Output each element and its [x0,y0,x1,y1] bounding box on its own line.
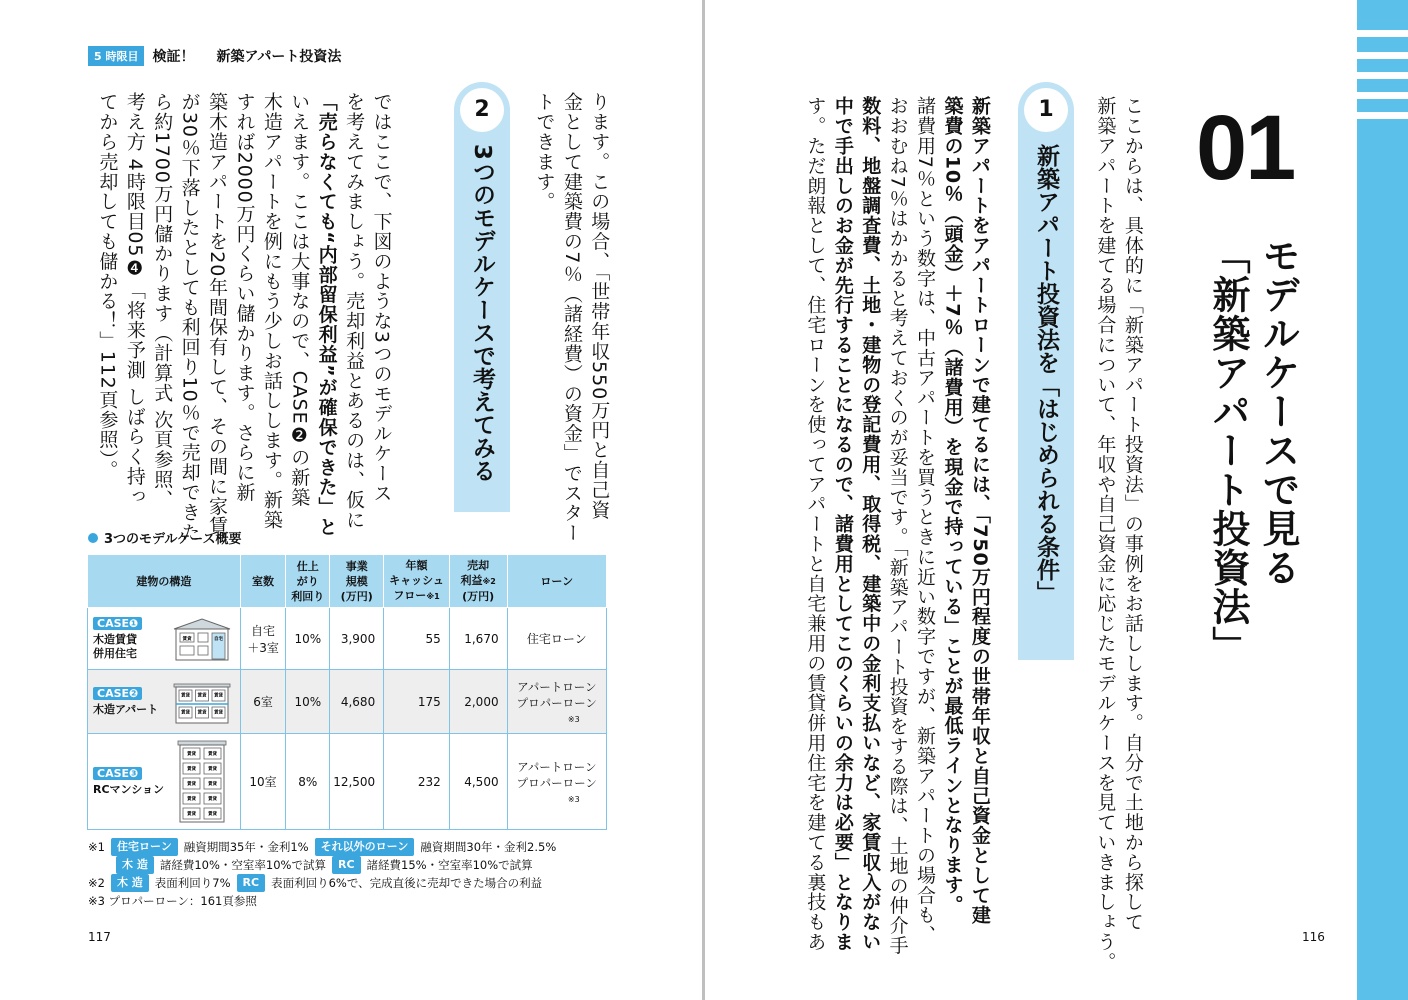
text-line: ら約1700万円儲かります（計算式 次頁参照、 [151,92,174,510]
chapter-side-bar [1357,0,1408,1000]
text-line: 諸費用7％という数字は、中古アパートを買うときに近い数字ですが、新築アパートの場合も、 [914,96,937,945]
text-line: てから売却しても儲かる！」112頁参照）。 [96,92,119,480]
profit-cell: 4,500 [449,734,507,830]
table-row [88,608,607,670]
apartment-building-icon [170,680,234,724]
page-number-right: 116 [1302,930,1325,944]
text-line: いえます。ここは大事なので、CASE❷の新築 [288,92,311,508]
text-line: す。ただ朗報として、住宅ローンを使ってアパートと自宅兼用の賃貸併用住宅を建てる裏技もあ [804,96,827,952]
note-tag: RC [332,856,361,874]
header-title: 新築アパート投資法 [216,49,342,65]
text-line: 築費の10％（頭金）＋7％（諸費用）を現金で持っている」ことが最低ラインとなります。 [941,96,964,915]
svg-text:賃貸: 賃貸 [207,767,217,772]
structure-cell: CASE❸ RCマンション 賃貸 賃貸 賃貸 賃貸 賃貸 賃貸 賃貸 賃貸 賃貸 賃貸 [88,734,241,830]
rooms-cell: 10室 [240,734,286,830]
note-tag: 木 造 [116,856,154,874]
section-title: 3つのモデルケースで考えてみる [469,144,495,483]
note-tag: それ以外のローン [315,838,415,856]
svg-text:賃貸: 賃貸 [186,767,196,772]
table-title-text: 3つのモデルケース概要 [104,532,242,547]
chapter-title-line-1: モデルケースで見る [1256,236,1300,587]
svg-text:賃貸: 賃貸 [207,797,217,802]
house-building-icon [170,617,234,661]
section-1-heading [1018,82,1074,660]
col-scale: 事業 規模 (万円) [330,555,384,608]
chapter-number: 01 [1196,97,1295,199]
case-badge: CASE❸ [93,767,142,780]
section-number: 1 [1024,88,1068,132]
page-number-left: 117 [88,930,111,944]
text-line: 新築アパートを建てる場合について、年収や自己資金に応じたモデルケースを見ていきましょう。 [1094,96,1117,972]
svg-text:賃貸: 賃貸 [207,812,217,817]
note-line: ※3 プロパーローン：161頁参照 [88,894,257,908]
text-line: すれば2000万円くらい儲かります。さらに新 [233,92,256,503]
yield-cell: 10% [286,608,330,670]
structure-cell: CASE❷ 木造アパート 賃貸 賃貸 賃貸 賃貸 賃貸 賃貸 [88,670,241,734]
section-title: 新築アパート投資法を「はじめられる条件」 [1033,144,1059,604]
intro-text [1091,96,1146,972]
carry-over-text [530,92,612,543]
text-line: 築木造アパートを20年間保有して、その間に家賃 [206,92,229,536]
loan-cell: アパートローン プロパーローン ※3 [507,670,606,734]
scale-cell: 12,500 [330,734,384,830]
note-line: ※1 住宅ローン 融資期間35年・金利1% それ以外のローン 融資期間30年・金利2.5% [88,840,557,854]
col-profit: 売却 利益※2 (万円) [449,555,507,608]
cashflow-cell: 232 [384,734,450,830]
text-line: おおむね7％はかかると考えておくのが妥当です。「新築アパート投資をする際は、土地の仲介手 [886,96,909,956]
text-line: 木造アパートを例にもう少しお話しします。新築 [260,92,283,530]
svg-text:賃貸: 賃貸 [186,797,196,802]
case-badge: CASE❷ [93,687,142,700]
period-tag: 5 時限目 [88,46,144,66]
section-1-body [801,96,993,955]
cashflow-cell: 175 [384,670,450,734]
table-row [88,734,607,830]
text-line: トできます。 [533,92,556,212]
table-notes [88,838,556,910]
text-line: ではここで、下図のような3つのモデルケース [370,92,393,503]
svg-text:賃貸: 賃貸 [213,693,223,699]
text-line: 金として建築費の7％（諸経費）の資金」でスター [560,92,583,543]
text-line: 「売らなくても“内部留保利益”が確保できた」と [315,92,338,537]
col-rooms: 室数 [240,555,286,608]
rooms-cell: 6室 [240,670,286,734]
rooms-cell: 自宅 ＋3室 [240,608,286,670]
section-2-body [93,92,394,542]
svg-text:自宅: 自宅 [213,637,223,642]
svg-text:賃貸: 賃貸 [197,693,207,699]
yield-cell: 8% [286,734,330,830]
table-row [88,670,607,734]
section-number: 2 [460,88,504,132]
scale-cell: 3,900 [330,608,384,670]
yield-cell: 10% [286,670,330,734]
col-cashflow: 年額 キャッシュ フロー※1 [384,555,450,608]
col-structure: 建物の構造 [88,555,241,608]
svg-text:賃貸: 賃貸 [180,693,190,699]
chapter-title-line-2: 「新築アパート投資法」 [1206,236,1250,665]
text-line: が30％下落したとしても利回り10％で売却できた [178,92,201,542]
note-tag: RC [237,874,266,892]
rc-mansion-icon [170,739,234,823]
note-line: 木 造 諸経費10%・空室率10%で試算 RC 諸経費15%・空室率10%で試算 [116,856,556,874]
svg-text:賃貸: 賃貸 [213,710,223,716]
note-line: ※2 木 造 表面利回り7% RC 表面利回り6%で、完成直後に売却できた場合の利益 [88,876,543,890]
text-line: ここからは、具体的に「新築アパート投資法」の事例をお話しします。自分で土地から探して [1121,96,1144,932]
svg-text:賃貸: 賃貸 [186,812,196,817]
profit-cell: 1,670 [449,608,507,670]
case-badge: CASE❶ [93,617,142,630]
section-2-heading [454,82,510,512]
text-line: 数料、地盤調査費、土地・建物の登記費用、取得税、建築中の金利支払いなど、家賃収入がない [859,96,882,952]
text-line: ります。この場合、「世帯年収550万円と自己資 [588,92,611,520]
svg-text:賃貸: 賃貸 [207,752,217,757]
svg-text:賃貸: 賃貸 [182,637,192,642]
bullet-icon [88,533,98,543]
loan-cell: 住宅ローン [507,608,606,670]
loan-cell: アパートローン プロパーローン ※3 [507,734,606,830]
svg-text:賃貸: 賃貸 [186,782,196,787]
left-page [0,0,703,1000]
table-header-row [88,555,607,608]
table-title [88,528,242,547]
text-line: 新築アパートをアパートローンで建てるには、「750万円程度の世帯年収と自己資金として建 [968,96,991,925]
structure-cell: CASE❶ 木造賃貸 併用住宅 賃貸 自宅 [88,608,241,670]
svg-text:賃貸: 賃貸 [207,782,217,787]
text-line: 考え方 4時限目05❹「将来予測 しばらく持っ [123,92,146,507]
model-case-table [87,554,607,830]
note-tag: 住宅ローン [111,838,178,856]
text-line: 中で手出しのお金が先行することになるので、諸費用としてこのくらいの余力は必要」となりま [831,96,854,952]
text-line: を考えてみましょう。売却利益とあるのは、仮に [343,92,366,530]
svg-text:賃貸: 賃貸 [197,710,207,716]
svg-text:賃貸: 賃貸 [186,752,196,757]
svg-text:賃貸: 賃貸 [180,710,190,716]
profit-cell: 2,000 [449,670,507,734]
col-loan: ローン [507,555,606,608]
col-yield: 仕上 がり 利回り [286,555,330,608]
cashflow-cell: 55 [384,608,450,670]
note-tag: 木 造 [111,874,149,892]
header-subtitle: 検証！ [152,49,195,65]
scale-cell: 4,680 [330,670,384,734]
running-header [88,46,341,66]
